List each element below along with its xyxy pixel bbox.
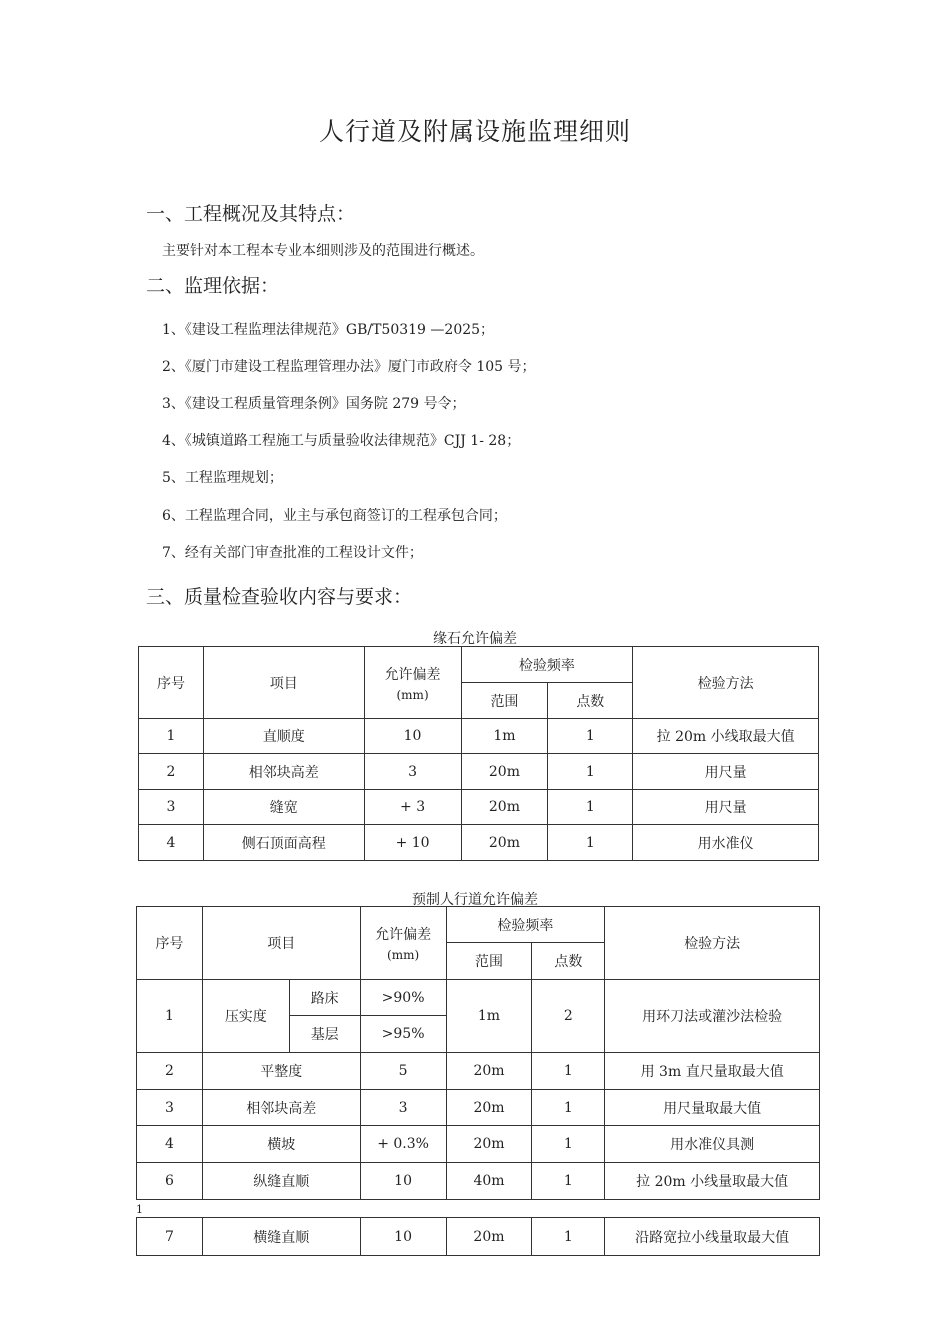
- page-number: 1: [136, 1203, 143, 1216]
- header-method: 检验方法: [633, 647, 819, 719]
- cell-range: 40m: [446, 1163, 532, 1200]
- header-tolerance: [360, 907, 446, 980]
- header-no: 序号: [139, 647, 204, 719]
- cell-tolerance: + 3: [364, 790, 461, 825]
- cell-tolerance: 10: [360, 1163, 446, 1200]
- header-range: 范围: [446, 943, 532, 980]
- cell-item: 缝宽: [203, 790, 364, 825]
- table-row: [139, 754, 819, 790]
- cell-subitem: 路床: [289, 980, 360, 1016]
- cell-no: 7: [137, 1218, 203, 1256]
- cell-item: 侧石顶面高程: [203, 825, 364, 861]
- cell-points: 1: [548, 754, 633, 790]
- table-row: [139, 825, 819, 861]
- cell-item: 相邻块高差: [202, 1090, 360, 1126]
- header-tolerance-unit: (mm): [396, 687, 429, 702]
- cell-tolerance: >90%: [360, 980, 446, 1016]
- cell-item: 直顺度: [203, 719, 364, 754]
- cell-item: 横缝直顺: [202, 1218, 360, 1256]
- cell-no: 1: [137, 980, 203, 1053]
- table-row: [137, 1126, 820, 1163]
- cell-no: 3: [139, 790, 204, 825]
- sidewalk-tolerance-table: [136, 906, 820, 1200]
- table2-caption: 预制人行道允许偏差: [412, 892, 538, 908]
- table-row: [137, 1090, 820, 1126]
- cell-range: 20m: [446, 1126, 532, 1163]
- cell-method: 用尺量: [633, 790, 819, 825]
- cell-points: 1: [532, 1090, 605, 1126]
- cell-range: 20m: [461, 754, 548, 790]
- cell-method: 用尺量: [633, 754, 819, 790]
- cell-range: 1m: [461, 719, 548, 754]
- sidewalk-tolerance-table-continued: [136, 1217, 820, 1256]
- table-row: [139, 719, 819, 754]
- header-tolerance-label: 允许偏差: [375, 927, 432, 943]
- header-item: 项目: [202, 907, 360, 980]
- cell-no: 1: [139, 719, 204, 754]
- page-title: 人行道及附属设施监理细则: [318, 117, 631, 146]
- table-row: [137, 1163, 820, 1200]
- basis-item: 5、工程监理规划；: [162, 470, 283, 486]
- basis-item: 6、工程监理合同，业主与承包商签订的工程承包合同；: [162, 508, 507, 524]
- cell-points: 1: [532, 1163, 605, 1200]
- cell-no: 2: [137, 1053, 203, 1090]
- cell-points: 1: [532, 1126, 605, 1163]
- cell-no: 3: [137, 1090, 203, 1126]
- cell-method: 用水准仪: [633, 825, 819, 861]
- header-tolerance-unit: (mm): [387, 948, 420, 962]
- cell-points: 1: [548, 825, 633, 861]
- cell-method: 拉 20m 小线取最大值: [633, 719, 819, 754]
- cell-method: 用环刀法或灌沙法检验: [605, 980, 820, 1053]
- cell-points: 1: [548, 790, 633, 825]
- cell-range: 20m: [446, 1053, 532, 1090]
- cell-item: 纵缝直顺: [202, 1163, 360, 1200]
- cell-range: 20m: [461, 790, 548, 825]
- cell-range: 20m: [461, 825, 548, 861]
- table-row: [137, 980, 820, 1016]
- basis-item: 2、《厦门市建设工程监理管理办法》厦门市政府令 105 号；: [162, 359, 536, 375]
- cell-tolerance: 5: [360, 1053, 446, 1090]
- cell-tolerance: 3: [360, 1090, 446, 1126]
- header-range: 范围: [461, 683, 548, 719]
- table-row: [137, 1218, 820, 1256]
- cell-points: 1: [532, 1053, 605, 1090]
- cell-item: 横坡: [202, 1126, 360, 1163]
- cell-tolerance: 10: [360, 1218, 446, 1256]
- cell-item: 平整度: [202, 1053, 360, 1090]
- cell-no: 6: [137, 1163, 203, 1200]
- section-1-heading: 一、工程概况及其特点：: [146, 203, 356, 225]
- header-item: 项目: [203, 647, 364, 719]
- basis-item: 7、经有关部门审查批准的工程设计文件；: [162, 545, 423, 561]
- cell-item: 相邻块高差: [203, 754, 364, 790]
- section-2-heading: 二、监理依据：: [146, 275, 280, 297]
- cell-tolerance: 3: [364, 754, 461, 790]
- cell-tolerance: + 0.3%: [360, 1126, 446, 1163]
- header-points: 点数: [548, 683, 633, 719]
- table-row: [137, 1053, 820, 1090]
- table-row: [139, 790, 819, 825]
- header-tolerance-label: 允许偏差: [384, 666, 441, 683]
- cell-method: 沿路宽拉小线量取最大值: [605, 1218, 820, 1256]
- cell-points: 1: [532, 1218, 605, 1256]
- cell-tolerance: 10: [364, 719, 461, 754]
- cell-tolerance: + 10: [364, 825, 461, 861]
- basis-item: 3、《建设工程质量管理条例》国务院 279 号令；: [162, 396, 466, 412]
- cell-no: 4: [137, 1126, 203, 1163]
- cell-no: 4: [139, 825, 204, 861]
- cell-method: 用 3m 直尺量取最大值: [605, 1053, 820, 1090]
- cell-item: 压实度: [202, 980, 289, 1053]
- cell-range: 20m: [446, 1218, 532, 1256]
- basis-item: 1、《建设工程监理法律规范》GB/T50319 —2025；: [162, 322, 495, 338]
- section-1-text: 主要针对本工程本专业本细则涉及的范围进行概述。: [162, 243, 484, 259]
- header-tolerance: [364, 647, 461, 719]
- curb-tolerance-table: [138, 646, 819, 861]
- cell-method: 用水准仪具测: [605, 1126, 820, 1163]
- table1-caption: 缘石允许偏差: [433, 631, 517, 647]
- cell-tolerance: >95%: [360, 1016, 446, 1053]
- cell-range: 20m: [446, 1090, 532, 1126]
- cell-method: 用尺量取最大值: [605, 1090, 820, 1126]
- header-no: 序号: [137, 907, 203, 980]
- header-points: 点数: [532, 943, 605, 980]
- section-3-heading: 三、质量检查验收内容与要求：: [146, 586, 413, 608]
- cell-no: 2: [139, 754, 204, 790]
- cell-range: 1m: [446, 980, 532, 1053]
- cell-subitem: 基层: [289, 1016, 360, 1053]
- basis-item: 4、《城镇道路工程施工与质量验收法律规范》CJJ 1- 28；: [162, 433, 521, 449]
- header-method: 检验方法: [605, 907, 820, 980]
- cell-method: 拉 20m 小线量取最大值: [605, 1163, 820, 1200]
- header-frequency: 检验频率: [461, 647, 633, 683]
- cell-points: 1: [548, 719, 633, 754]
- header-frequency: 检验频率: [446, 907, 605, 943]
- cell-points: 2: [532, 980, 605, 1053]
